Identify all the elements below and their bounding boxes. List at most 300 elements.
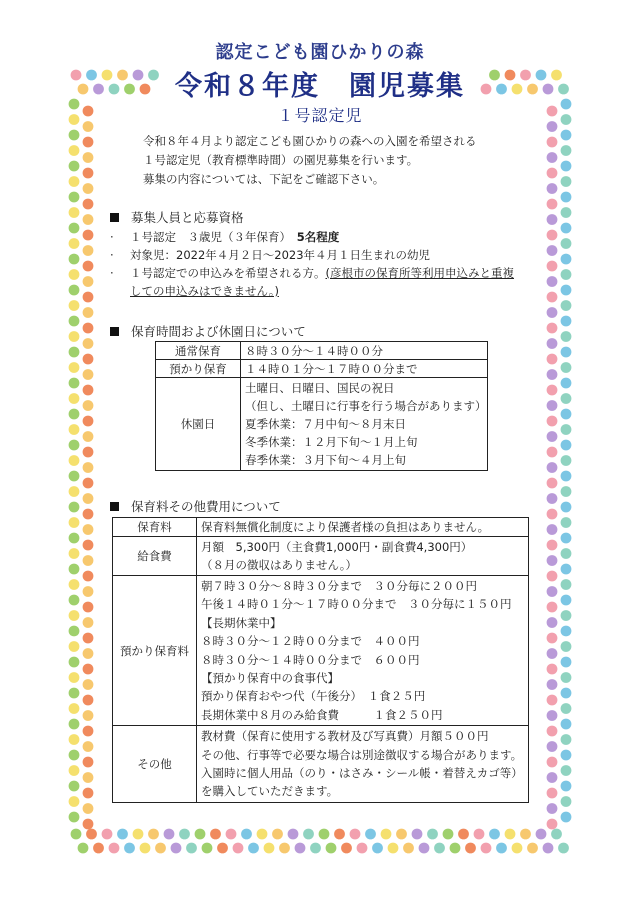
border-dot	[561, 207, 572, 218]
table-row	[156, 378, 488, 471]
fee-line: 朝７時３０分～８時３０分まで ３０分毎に２００円	[201, 579, 477, 593]
border-dot	[558, 843, 569, 854]
border-dot	[264, 843, 275, 854]
border-dot	[83, 214, 94, 225]
holiday-line: 夏季休業：７月中旬～８月末日	[245, 417, 406, 431]
border-dot	[496, 843, 507, 854]
border-dot	[171, 843, 182, 854]
fee-label: 保育料	[113, 518, 197, 537]
border-dot	[547, 400, 558, 411]
border-dot	[83, 183, 94, 194]
border-dot	[561, 564, 572, 575]
border-dot	[69, 564, 80, 575]
border-dot	[412, 829, 423, 840]
border-dot	[83, 416, 94, 427]
border-dot	[561, 812, 572, 823]
border-dot	[69, 812, 80, 823]
border-dot	[83, 307, 94, 318]
border-dot	[547, 679, 558, 690]
border-dot	[547, 648, 558, 659]
fee-line: 午後１４時０１分～１７時００分まで ３０分毎に１５０円	[201, 597, 512, 612]
border-dot	[561, 533, 572, 544]
border-dot	[69, 765, 80, 776]
border-dot	[83, 772, 94, 783]
border-dot	[69, 269, 80, 280]
section-heading-text: 募集人員と応募資格	[131, 210, 244, 225]
border-dot	[83, 152, 94, 163]
border-dot	[547, 338, 558, 349]
border-dot	[561, 517, 572, 528]
border-dot	[561, 610, 572, 621]
border-dot	[83, 648, 94, 659]
border-dot	[561, 781, 572, 792]
border-dot	[69, 455, 80, 466]
application-condition: １号認定での申込みを希望される方。	[130, 266, 326, 280]
border-dot	[83, 741, 94, 752]
recruitment-item-3: · １号認定での申込みを希望される方。(彦根市の保育所等利用申込みと重複	[110, 266, 514, 280]
border-dot	[83, 524, 94, 535]
border-dot	[561, 316, 572, 327]
border-dot	[83, 245, 94, 256]
border-dot	[83, 493, 94, 504]
border-dot	[69, 517, 80, 528]
section-heading-hours	[110, 322, 306, 340]
border-dot	[561, 254, 572, 265]
border-dot	[83, 602, 94, 613]
border-dot	[547, 555, 558, 566]
border-dot	[83, 555, 94, 566]
border-dot	[547, 602, 558, 613]
border-dot	[69, 471, 80, 482]
border-dot	[69, 161, 80, 172]
border-dot	[69, 409, 80, 420]
border-dot	[179, 829, 190, 840]
border-dot	[547, 803, 558, 814]
fee-label: 給食費	[113, 537, 197, 576]
border-dot	[547, 431, 558, 442]
table-row	[113, 518, 529, 537]
border-dot	[83, 509, 94, 520]
border-dot	[69, 796, 80, 807]
border-dot	[561, 269, 572, 280]
border-dot	[561, 393, 572, 404]
border-dot	[547, 664, 558, 675]
border-dot	[381, 829, 392, 840]
border-dot	[69, 610, 80, 621]
square-bullet-icon	[110, 213, 119, 222]
border-dot	[164, 829, 175, 840]
border-dot	[547, 137, 558, 148]
border-dot	[248, 843, 259, 854]
border-dot	[561, 424, 572, 435]
border-dot	[241, 829, 252, 840]
fee-line: （８月の徴収はありません。）	[201, 558, 357, 572]
hours-label: 通常保育	[156, 342, 241, 360]
border-dot	[86, 829, 97, 840]
border-dot	[69, 238, 80, 249]
fee-line: 月額 5,300円（主食費1,000円・副食費4,300円）	[201, 540, 473, 554]
category-subtitle: １号認定児	[277, 106, 363, 125]
border-dot	[133, 829, 144, 840]
border-dot	[547, 199, 558, 210]
fee-line: 【長期休業中】	[201, 615, 282, 630]
fee-line: を購入していただきます。	[201, 784, 339, 799]
border-dot	[547, 586, 558, 597]
border-dot	[403, 843, 414, 854]
border-dot	[69, 486, 80, 497]
hours-value: １４時０１分～１７時００分まで	[241, 360, 488, 378]
border-dot	[69, 641, 80, 652]
border-dot	[561, 130, 572, 141]
border-dot	[83, 726, 94, 737]
fee-line: 教材費（保育に使用する教材及び写真費）月額５００円	[201, 729, 489, 744]
border-dot	[83, 462, 94, 473]
border-dot	[561, 734, 572, 745]
border-dot	[561, 176, 572, 187]
border-dot	[83, 199, 94, 210]
border-dot	[543, 843, 554, 854]
border-dot	[547, 183, 558, 194]
border-dot	[69, 533, 80, 544]
recruitment-type: １号認定 ３歳児（３年保育）	[130, 230, 297, 244]
border-dot	[341, 843, 352, 854]
border-dot	[551, 829, 562, 840]
fee-line: 入園時に個人用品（のり・はさみ・シール帳・着替えカゴ等）	[201, 766, 523, 781]
border-dot	[69, 688, 80, 699]
border-dot	[69, 548, 80, 559]
table-row	[113, 726, 529, 803]
holiday-line: 土曜日、日曜日、国民の祝日	[245, 381, 395, 395]
border-dot	[561, 440, 572, 451]
fee-label: その他	[113, 726, 197, 803]
border-dot	[279, 843, 290, 854]
border-dot	[195, 829, 206, 840]
border-dot	[83, 478, 94, 489]
border-dot	[547, 788, 558, 799]
eligible-birth-range: 対象児：2022年４月２日～2023年４月１日生まれの幼児	[130, 248, 431, 262]
fee-detail	[197, 576, 529, 726]
border-dot	[69, 285, 80, 296]
border-dot	[83, 803, 94, 814]
border-dot	[69, 378, 80, 389]
border-dot	[547, 741, 558, 752]
border-dot	[217, 843, 228, 854]
border-dot	[69, 331, 80, 342]
border-dot	[83, 586, 94, 597]
border-dot	[365, 829, 376, 840]
square-bullet-icon	[110, 502, 119, 511]
border-dot	[561, 595, 572, 606]
border-dot	[427, 829, 438, 840]
border-dot	[93, 843, 104, 854]
border-dot	[547, 168, 558, 179]
border-dot	[83, 292, 94, 303]
border-dot	[547, 493, 558, 504]
border-dot	[69, 145, 80, 156]
border-dot	[69, 424, 80, 435]
border-dot	[69, 734, 80, 745]
border-dot	[561, 455, 572, 466]
border-dot	[536, 829, 547, 840]
border-dot	[547, 385, 558, 396]
border-dot	[434, 843, 445, 854]
border-dot	[69, 192, 80, 203]
border-dot	[83, 338, 94, 349]
fees-table	[112, 517, 529, 803]
border-dot	[561, 331, 572, 342]
border-dot	[561, 672, 572, 683]
border-dot	[547, 323, 558, 334]
border-dot	[83, 633, 94, 644]
holiday-line: （但し、土曜日に行事を行う場合があります）	[245, 399, 487, 413]
border-dot	[561, 347, 572, 358]
border-dot	[83, 679, 94, 690]
border-dot	[83, 354, 94, 365]
border-dot	[83, 447, 94, 458]
border-dot	[69, 719, 80, 730]
border-dot	[561, 471, 572, 482]
border-dot	[547, 276, 558, 287]
border-dot	[547, 571, 558, 582]
border-dot	[83, 757, 94, 768]
border-dot	[69, 207, 80, 218]
table-row	[113, 537, 529, 576]
fee-label: 預かり保育料	[113, 576, 197, 726]
fee-line: 【預かり保育中の食事代】	[201, 671, 339, 686]
intro-line-3: 募集の内容については、下記をご確認下さい。	[143, 172, 385, 186]
section-heading-fees	[110, 497, 281, 515]
border-dot	[357, 843, 368, 854]
border-dot	[561, 161, 572, 172]
border-dot	[334, 829, 345, 840]
fee-line: ８時３０分～１２時００分まで ４００円	[201, 634, 420, 649]
border-dot	[547, 245, 558, 256]
border-dot	[83, 695, 94, 706]
border-dot	[561, 409, 572, 420]
border-dot	[319, 829, 330, 840]
page-title: 令和８年度 園児募集	[175, 71, 465, 102]
border-dot	[489, 829, 500, 840]
border-dot	[547, 369, 558, 380]
organization-name: 認定こども園ひかりの森	[215, 42, 425, 63]
border-dot	[547, 617, 558, 628]
border-dot	[547, 416, 558, 427]
border-dot	[326, 843, 337, 854]
border-dot	[527, 843, 538, 854]
border-dot	[288, 829, 299, 840]
border-dot	[69, 703, 80, 714]
border-dot	[69, 316, 80, 327]
border-dot	[547, 633, 558, 644]
border-dot	[561, 238, 572, 249]
border-dot	[419, 843, 430, 854]
border-dot	[71, 829, 82, 840]
fee-detail	[197, 518, 529, 537]
intro-line-2: １号認定児（教育標準時間）の園児募集を行います。	[143, 153, 419, 167]
border-dot	[69, 130, 80, 141]
border-dot	[561, 362, 572, 373]
border-dot	[561, 502, 572, 513]
border-dot	[547, 819, 558, 830]
fee-line: ８時３０分～１４時００分まで ６００円	[201, 652, 420, 667]
border-dot	[69, 626, 80, 637]
border-dot	[547, 757, 558, 768]
fee-detail	[197, 537, 529, 576]
border-dot	[547, 695, 558, 706]
table-row	[156, 360, 488, 378]
border-dot	[155, 843, 166, 854]
border-dot	[83, 369, 94, 380]
border-dot	[83, 385, 94, 396]
border-dot	[83, 788, 94, 799]
border-dot	[561, 223, 572, 234]
border-dot	[561, 703, 572, 714]
holiday-cell	[241, 378, 488, 471]
border-dot	[547, 726, 558, 737]
border-dot	[350, 829, 361, 840]
holiday-line: 冬季休業：１２月下旬～１月上旬	[245, 435, 418, 449]
border-dot	[69, 657, 80, 668]
border-dot	[83, 664, 94, 675]
border-dot	[226, 829, 237, 840]
border-dot	[561, 750, 572, 761]
border-dot	[83, 431, 94, 442]
border-dot	[388, 843, 399, 854]
section-heading-text: 保育時間および休園日について	[131, 324, 306, 339]
border-dot	[561, 285, 572, 296]
fee-line: 保育料無償化制度により保護者様の負担はありません。	[201, 520, 490, 534]
border-dot	[547, 447, 558, 458]
border-dot	[69, 502, 80, 513]
border-dot	[69, 781, 80, 792]
border-dot	[124, 843, 135, 854]
border-dot	[505, 829, 516, 840]
border-dot	[547, 710, 558, 721]
border-dot	[69, 672, 80, 683]
border-dot	[547, 509, 558, 520]
border-dot	[69, 223, 80, 234]
border-dot	[202, 843, 213, 854]
border-dot	[69, 750, 80, 761]
border-dot	[69, 595, 80, 606]
border-dot	[69, 254, 80, 265]
border-dot	[295, 843, 306, 854]
border-dot	[69, 393, 80, 404]
border-dot	[310, 843, 321, 854]
border-dot	[547, 230, 558, 241]
fee-line: その他、行事等で必要な場合は別途徴収する場合があります。	[201, 747, 523, 762]
border-dot	[83, 540, 94, 551]
border-dot	[561, 688, 572, 699]
border-dot	[547, 772, 558, 783]
border-dot	[443, 829, 454, 840]
border-dot	[474, 829, 485, 840]
border-dot	[547, 524, 558, 535]
border-dot	[561, 548, 572, 559]
border-dot	[83, 400, 94, 411]
border-dot	[83, 323, 94, 334]
border-dot	[512, 843, 523, 854]
border-dot	[561, 300, 572, 311]
border-dot	[547, 462, 558, 473]
border-dot	[83, 710, 94, 721]
border-dot	[547, 478, 558, 489]
border-dot	[547, 292, 558, 303]
hours-table	[155, 341, 488, 471]
border-dot	[561, 765, 572, 776]
border-dot	[148, 829, 159, 840]
border-dot	[547, 354, 558, 365]
border-dot	[561, 626, 572, 637]
border-dot	[83, 168, 94, 179]
square-bullet-icon	[110, 327, 119, 336]
recruitment-item-1: · １号認定 ３歳児（３年保育） 5名程度	[110, 230, 340, 244]
border-dot	[561, 657, 572, 668]
border-dot	[458, 829, 469, 840]
border-dot	[481, 843, 492, 854]
border-dot	[69, 579, 80, 590]
border-dot	[83, 571, 94, 582]
border-dot	[396, 829, 407, 840]
border-dot	[465, 843, 476, 854]
duplicate-note-b: しての申込みはできません。)	[130, 284, 279, 298]
holiday-line: 春季休業：３月下旬～４月上旬	[245, 453, 406, 467]
table-row	[113, 576, 529, 726]
border-dot	[547, 540, 558, 551]
section-heading-recruitment	[110, 208, 244, 226]
border-dot	[83, 276, 94, 287]
border-dot	[83, 137, 94, 148]
border-dot	[450, 843, 461, 854]
border-dot	[561, 378, 572, 389]
border-dot	[272, 829, 283, 840]
border-dot	[547, 214, 558, 225]
border-dot	[83, 617, 94, 628]
border-dot	[83, 819, 94, 830]
recruitment-count: 5名程度	[296, 230, 340, 244]
border-dot	[372, 843, 383, 854]
border-dot	[257, 829, 268, 840]
border-dot	[78, 843, 89, 854]
border-dot	[303, 829, 314, 840]
border-dot	[547, 152, 558, 163]
intro-line-1: 令和８年４月より認定こども園ひかりの森への入園を希望される	[143, 134, 477, 148]
border-dot	[233, 843, 244, 854]
border-dot	[109, 843, 120, 854]
border-dot	[561, 192, 572, 203]
border-dot	[69, 300, 80, 311]
border-dot	[561, 641, 572, 652]
border-dot	[140, 843, 151, 854]
holiday-label: 休園日	[156, 378, 241, 471]
border-dot	[83, 261, 94, 272]
border-dot	[69, 176, 80, 187]
border-dot	[69, 362, 80, 373]
border-dot	[547, 261, 558, 272]
border-dot	[561, 719, 572, 730]
fee-line: 長期休業中８月のみ給食費 １食２５０円	[201, 707, 443, 722]
recruitment-item-3-cont	[130, 282, 279, 300]
table-row	[156, 342, 488, 360]
hours-label: 預かり保育	[156, 360, 241, 378]
fee-detail	[197, 726, 529, 803]
border-dot	[186, 843, 197, 854]
section-heading-text: 保育料その他費用について	[131, 499, 281, 514]
fee-line: 預かり保育おやつ代（午後分） １食２５円	[201, 689, 426, 704]
recruitment-item-2: · 対象児：2022年４月２日～2023年４月１日生まれの幼児	[110, 248, 431, 262]
hours-value: ８時３０分～１４時００分	[241, 342, 488, 360]
border-dot	[561, 796, 572, 807]
